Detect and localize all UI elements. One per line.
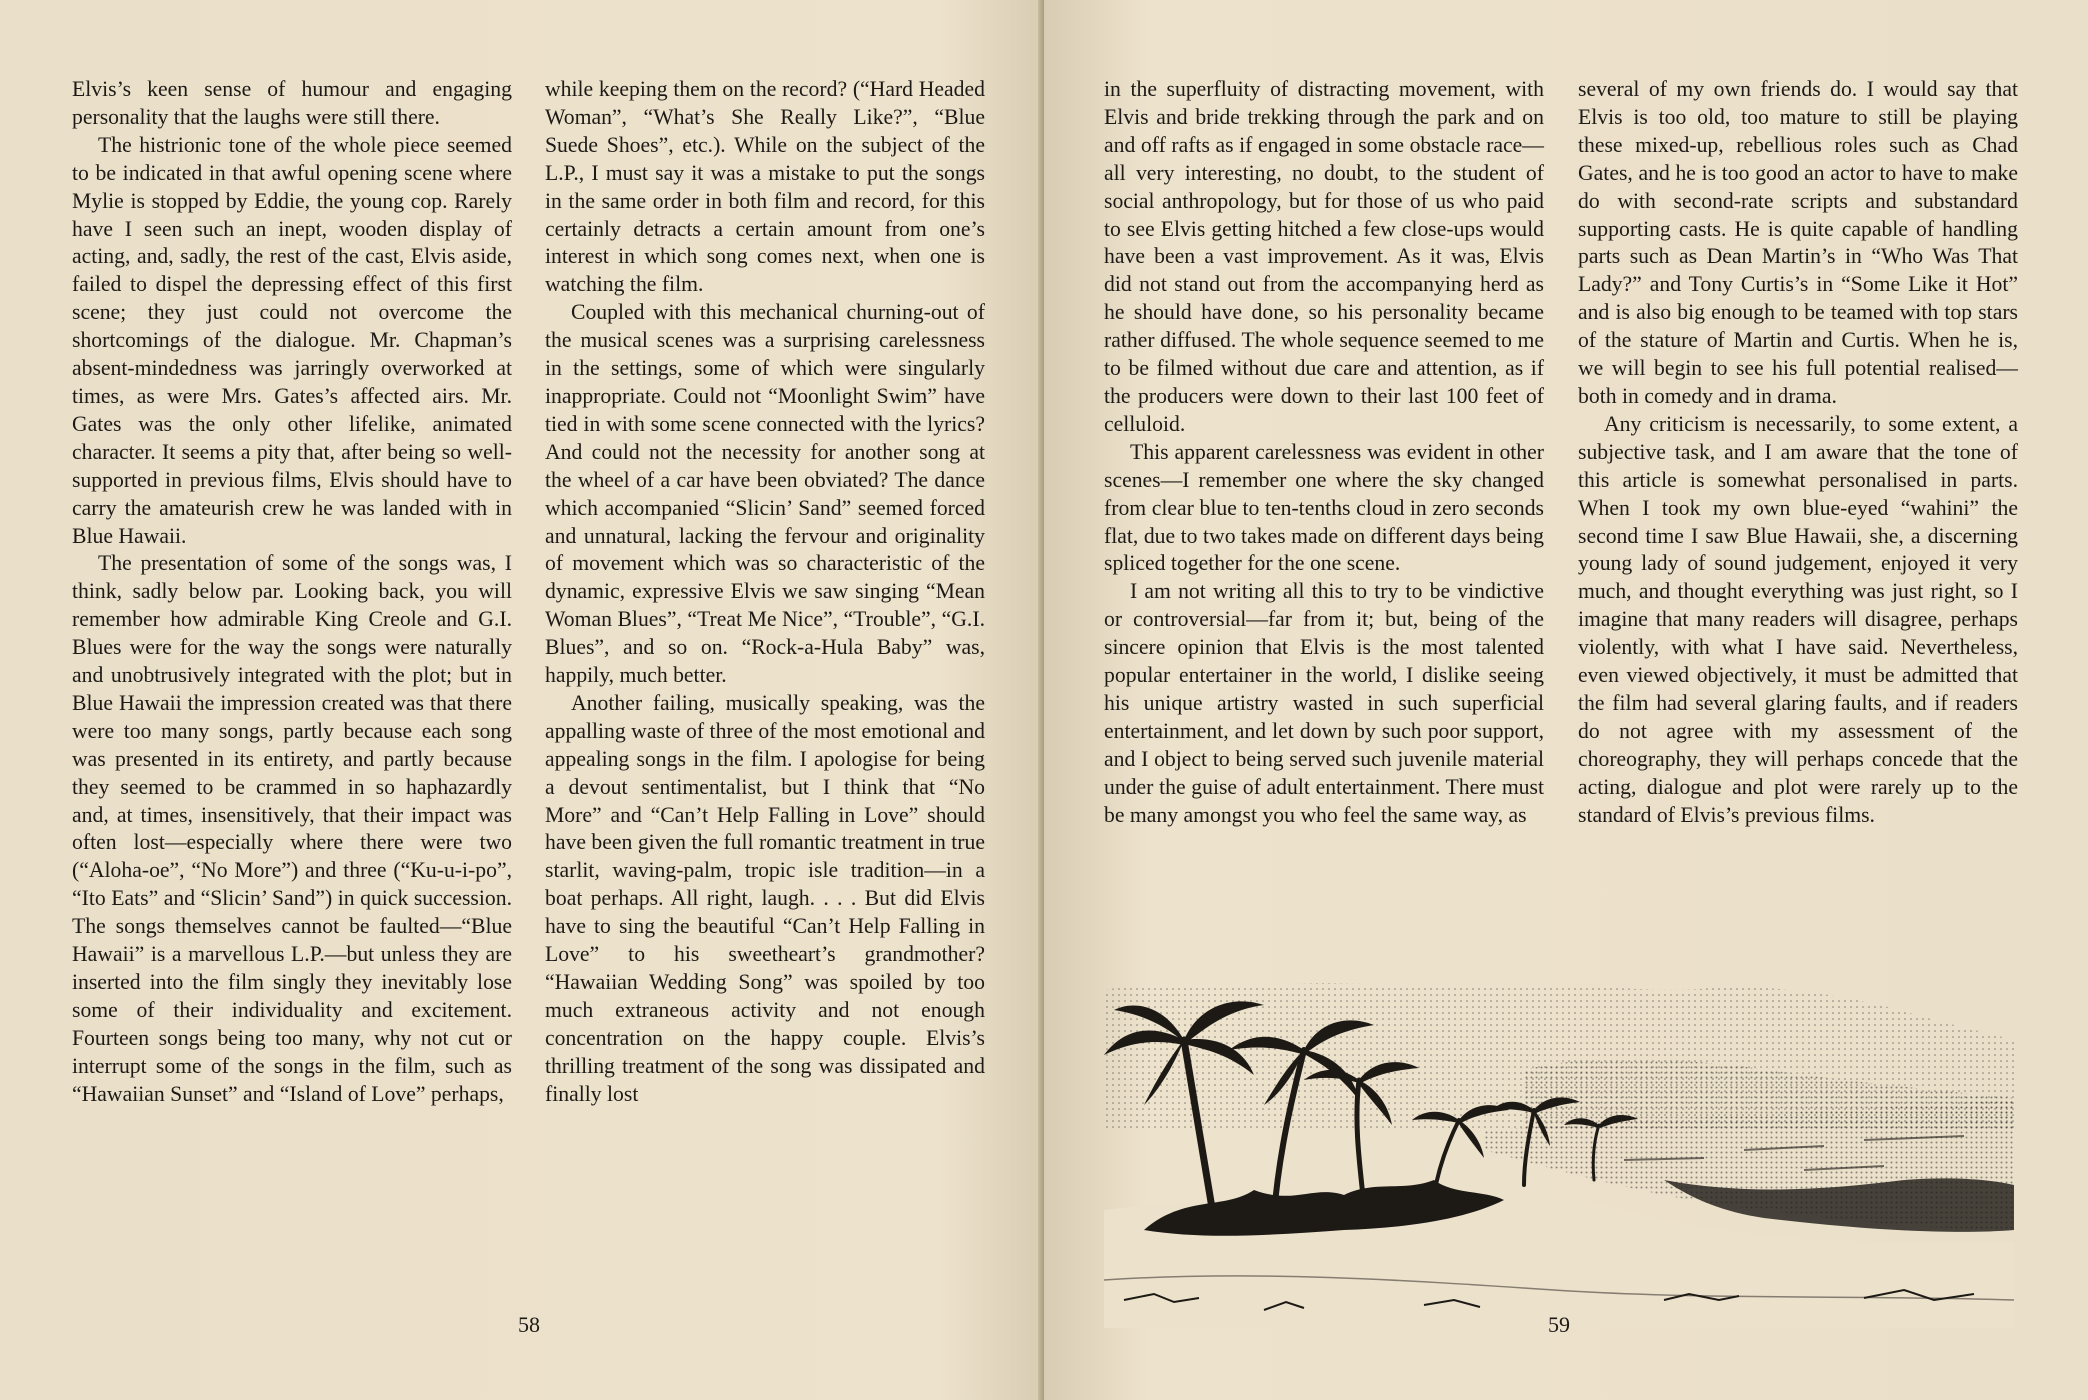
- column-2: [545, 76, 985, 1109]
- paragraph: The presentation of some of the songs was, I think, sadly below par. Looking back, you will remember how admirable King Creole and G.I. Blues were for the way the songs were naturally and unobtrusively integrated with the plot; but in Blue Hawaii the impression created was that there were too many songs, partly because each song was presented in its entirety, and partly because they seemed to be crammed in so haphazardly and, at times, insensitively, that their impact was often lost—especially where there were two (“Aloha-oe”, “No More”) and three (“Ku-u-i-po”, “Ito Eats” and “Slicin’ Sand”) in quick succession. The songs themselves cannot be faulted—“Blue Hawaii” is a marvellous L.P.—but unless they are inserted into the film singly they inevitably lose some of their individuality and excitement. Fourteen songs being too many, why not cut or interrupt some of the songs in the film, such as “Hawaiian Sunset” and “Island of Love” perhaps,: [72, 551, 512, 1106]
- paragraph: in the superfluity of distracting movement, with Elvis and bride trekking through the park and on and off rafts as if engaged in some obstacle race—all very interesting, no doubt, to the student of social anthropology, but for those of us who paid to see Elvis getting hitched a few close-ups would have been a vast improvement. As it was, Elvis did not stand out from the accompanying herd as he should have done, so his personality became rather diffused. The whole sequence seemed to me to be filmed without due care and attention, as if the producers were down to their last 100 feet of celluloid.: [1104, 77, 1544, 436]
- palm-beach-illustration: [1104, 980, 2014, 1328]
- paragraph: Elvis’s keen sense of humour and engaging personality that the laughs were still there.: [72, 77, 512, 129]
- paragraph: several of my own friends do. I would say that Elvis is too old, too mature to still be playing these mixed-up, rebellious roles such as Chad Gates, and he is too good an actor to have to make do with second-rate scripts and substandard supporting casts. He is quite capable of handling parts such as Dean Martin’s in “Who Was That Lady?” and Tony Curtis’s in “Some Like it Hot” and is also big enough to be teamed with top stars of the stature of Martin and Curtis. When he is, we will begin to see his full potential realised—both in comedy and in drama.: [1578, 77, 2018, 408]
- paragraph: I am not writing all this to try to be vindictive or controversial—far from it; but, being of the sincere opinion that Elvis is the most talented popular entertainer in the world, I dislike seeing his unique artistry wasted in such superficial entertainment, and let down by such poor support, and I object to being served such juvenile material under the guise of adult entertainment. There must be many amongst you who feel the same way, as: [1104, 579, 1544, 827]
- column-1: [72, 76, 512, 1109]
- page-number-left: 58: [518, 1312, 540, 1337]
- paragraph: Another failing, musically speaking, was the appalling waste of three of the most emotional and appealing songs in the film. I apologise for being a devout sentimentalist, but I think that “No More” and “Can’t Help Falling in Love” should have been given the full romantic treatment in true starlit, waving-palm, tropic isle tradition—in a boat perhaps. All right, laugh. . . . But did Elvis have to sing the beautiful “Can’t Help Falling in Love” to his sweetheart’s grandmother? “Hawaiian Wedding Song” was spoiled by too much extraneous activity and not enough concentration on the happy couple. Elvis’s thrilling treatment of the song was dissipated and finally lost: [545, 690, 985, 1106]
- column-3: [1104, 76, 1544, 829]
- paragraph: Any criticism is necessarily, to some extent, a subjective task, and I am aware that the tone of this article is somewhat personalised in parts. When I took my own blue-eyed “wahini” the second time I saw Blue Hawaii, she, a discerning young lady of sound judgement, enjoyed it very much, and thought everything was just right, so I imagine that many readers will disagree, perhaps violently, with what I have said. Nevertheless, even viewed objectively, it must be admitted that the film had several glaring faults, and if readers do not agree with my assessment of the choreography, they will perhaps concede that the acting, dialogue and plot were rarely up to the standard of Elvis’s previous films.: [1578, 411, 2018, 827]
- paragraph: while keeping them on the record? (“Hard Headed Woman”, “What’s She Really Like?”, “Blue Suede Shoes”, etc.). While on the subject of the L.P., I must say it was a mistake to put the songs in the same order in both film and record, for this certainly detracts a certain amount from one’s interest in which song comes next, when one is watching the film.: [545, 77, 985, 297]
- page-number-right: 59: [1548, 1312, 1570, 1337]
- paragraph: This apparent carelessness was evident in other scenes—I remember one where the sky changed from clear blue to ten-tenths cloud in zero seconds flat, due to two takes made on different days being spliced together for the one scene.: [1104, 439, 1544, 576]
- paragraph: The histrionic tone of the whole piece seemed to be indicated in that awful opening scene where Mylie is stopped by Eddie, the young cop. Rarely have I seen such an inept, wooden display of acting, and, sadly, the rest of the cast, Elvis aside, failed to dispel the depressing effect of this first scene; they just could not overcome the shortcomings of the dialogue. Mr. Chapman’s absent-mindedness was jarringly overworked at times, as were Mrs. Gates’s affected airs. Mr. Gates was the only other lifelike, animated character. It seems a pity that, after being so well-supported in previous films, Elvis should have to carry the amateurish crew he was landed with in Blue Hawaii.: [72, 132, 512, 548]
- paragraph: Coupled with this mechanical churning-out of the musical scenes was a surprising carelessness in the settings, some of which were singularly inappropriate. Could not “Moonlight Swim” have tied in with some scene connected with the lyrics? And could not the necessity for another song at the wheel of a car have been obviated? The dance which accompanied “Slicin’ Sand” seemed forced and unnatural, lacking the fervour and originality of movement which was so characteristic of the dynamic, expressive Elvis we saw singing “Mean Woman Blues”, “Treat Me Nice”, “Trouble”, “G.I. Blues”, and so on. “Rock-a-Hula Baby” was, happily, much better.: [545, 300, 985, 688]
- column-4: [1578, 76, 2018, 829]
